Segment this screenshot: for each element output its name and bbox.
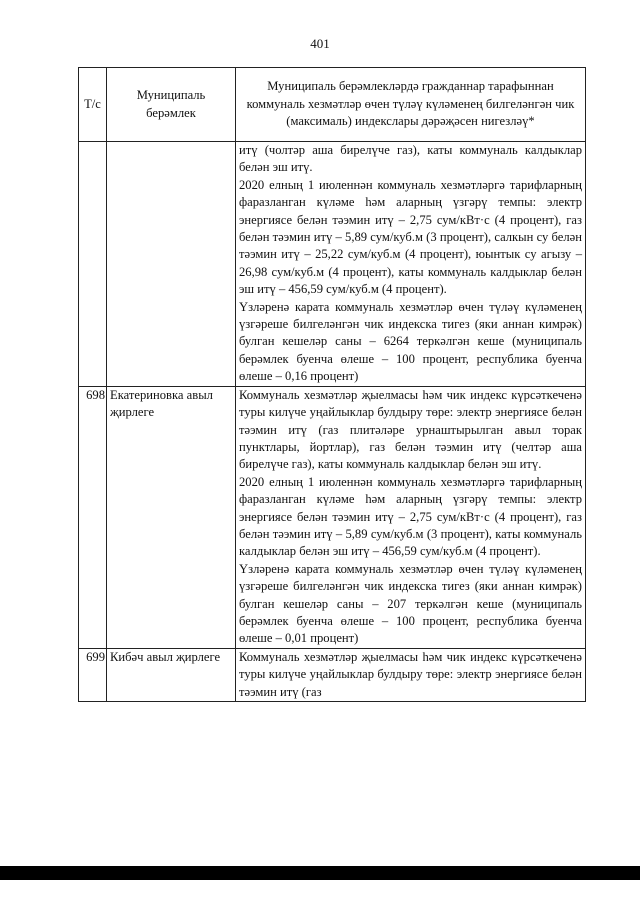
table-row [79,142,586,387]
row-number: 698 [79,386,107,648]
description-paragraph: Коммуналь хезмәтләр җыелмасы һәм чик индекс күрсәткеченә туры килүче уңайлыклар булдыру төре: электр энергиясе белән тәэмин итү (газ [239,649,582,699]
table-row [79,648,586,701]
header-description: Муниципаль берәмлекләрдә гражданнар тарафыннан коммуналь хезмәтләр өчен түләү күләменең билгеләнгән чик (максималь) индекслары дәрәҗәсен нигезләү* [236,68,586,142]
table-header-row [79,68,586,142]
municipal-index-table [78,67,586,702]
row-description [236,648,586,701]
page-number: 401 [310,36,330,51]
row-municipality: Екатериновка авыл җирлеге [107,386,236,648]
description-paragraph: Коммуналь хезмәтләр җыелмасы һәм чик индекс күрсәткеченә туры килүче уңайлыклар булдыру төре: электр энергиясе белән тәэмин итү (газ плитәләре урнаштырылган авыл торак пунктлары, йортлар), газ белән тәэмин итү (челтәр аша бирелүче газ), каты коммуналь калдыклар белән эш итү. [239,387,582,472]
description-paragraph: итү (чолтәр аша бирелүче газ), каты коммуналь калдыклар белән эш итү. [239,143,582,175]
row-description [236,386,586,648]
description-paragraph: Үзләренә карата коммуналь хезмәтләр өчен түләү күләменең үзгәреше билгеләнгән чик индекска тигез (яки аннан кимрәк) булган кешеләр саны – 207 теркәлгән кеше (муниципаль берәмлек буенча өлеше – 100 процент, республика буенча өлеше – 0,01 процент) [239,561,582,646]
row-number [79,142,107,387]
description-paragraph: Үзләренә карата коммуналь хезмәтләр өчен түләү күләменең үзгәреше билгеләнгән чик индекска тигез (яки аннан кимрәк) булган кешеләр саны – 6264 теркәлгән кеше (муниципаль берәмлек буенча өлеше – 100 процент, республика буенча өлеше – 0,16 процент) [239,299,582,384]
description-paragraph: 2020 елның 1 июленнән коммуналь хезмәтләргә тарифларның фаразланган күләме һәм аларның үзгәрү темпы: электр энергиясе белән тәэмин итү – 2,75 сум/кВт·с (4 процент), газ белән тәэмин итү – 5,89 сум/куб.м (3 процент), салкын су белән тәэмин итү – 25,22 сум/куб.м (4 процент), юынтык су агызу – 26,98 сум/куб.м (4 процент), каты коммуналь калдыклар белән эш итү – 456,59 сум/куб.м (4 процент). [239,177,582,297]
scan-edge-bar [0,866,640,880]
header-municipality: Муниципаль берәмлек [107,68,236,142]
row-municipality [107,142,236,387]
row-description [236,142,586,387]
description-paragraph: 2020 елның 1 июленнән коммуналь хезмәтләргә тарифларның фаразланган күләме һәм аларның үзгәрү темпы: электр энергиясе белән тәэмин итү – 2,75 сум/кВт·с (4 процент), газ белән тәэмин итү – 5,89 сум/куб.м (3 процент), каты коммуналь калдыклар белән эш итү – 456,59 сум/куб.м (4 процент). [239,474,582,559]
row-number: 699 [79,648,107,701]
row-municipality: Кибәч авыл җирлеге [107,648,236,701]
table-row [79,386,586,648]
header-num: Т/с [79,68,107,142]
